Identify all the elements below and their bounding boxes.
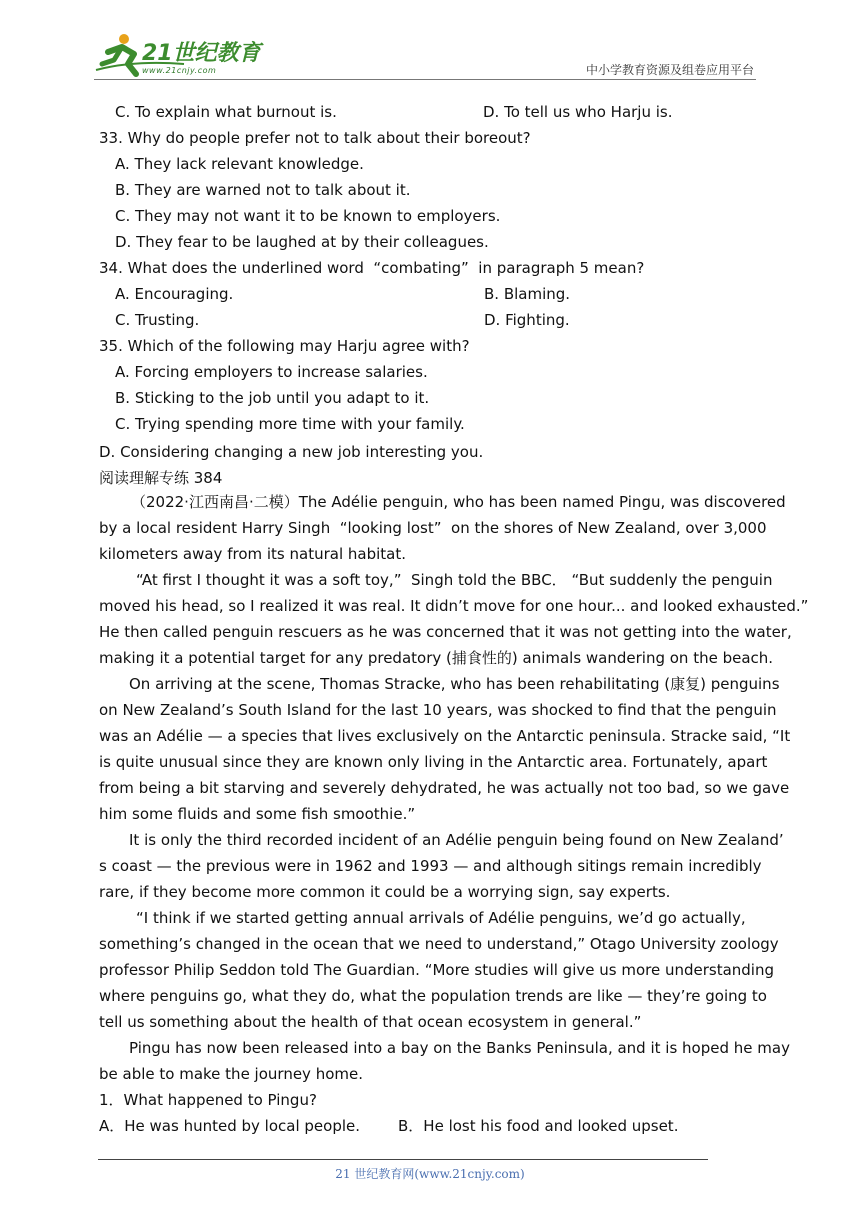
option-33a: A. They lack relevant knowledge. bbox=[115, 155, 364, 173]
question-35: 35. Which of the following may Harju agree with? bbox=[99, 337, 470, 355]
passage-line: something’s changed in the ocean that we need to understand,” Otago University zoology bbox=[99, 935, 779, 953]
option-32d: D. To tell us who Harju is. bbox=[483, 103, 673, 121]
option-35d: D. Considering changing a new job interesting you. bbox=[99, 443, 484, 461]
passage-line: （2022·江西南昌·二模）The Adélie penguin, who has been named Pingu, was discovered bbox=[131, 493, 786, 511]
section-title: 阅读理解专练 384 bbox=[99, 469, 223, 487]
passage-line: professor Philip Seddon told The Guardian. “More studies will give us more understanding bbox=[99, 961, 774, 979]
page-footer: 21 世纪教育网(www.21cnjy.com) bbox=[335, 1167, 525, 1181]
passage-line: It is only the third recorded incident of an Adélie penguin being found on New Zealand’ bbox=[129, 831, 784, 849]
passage-line: tell us something about the health of that ocean ecosystem in general.” bbox=[99, 1013, 642, 1031]
option-1b: B．He lost his food and looked upset. bbox=[398, 1117, 679, 1135]
passage-line: from being a bit starving and severely dehydrated, he was actually not too bad, so we gave bbox=[99, 779, 790, 797]
passage-line: making it a potential target for any predatory (捕食性的) animals wandering on the beach. bbox=[99, 649, 774, 667]
option-35b: B. Sticking to the job until you adapt to it. bbox=[115, 389, 430, 407]
passage-line: be able to make the journey home. bbox=[99, 1065, 363, 1083]
logo-url: www.21cnjy.com bbox=[142, 66, 217, 75]
passage-line: s coast — the previous were in 1962 and 1993 — and although sitings remain incredibly bbox=[99, 857, 762, 875]
passage-line: him some fluids and some fish smoothie.” bbox=[99, 805, 416, 823]
passage-line: On arriving at the scene, Thomas Stracke, who has been rehabilitating (康复) penguins bbox=[129, 675, 780, 693]
passage-line: where penguins go, what they do, what the population trends are like — they’re going to bbox=[99, 987, 767, 1005]
passage-line: is quite unusual since they are known only living in the Antarctic area. Fortunately, apart bbox=[99, 753, 768, 771]
option-32c: C. To explain what burnout is. bbox=[115, 103, 337, 121]
option-33b: B. They are warned not to talk about it. bbox=[115, 181, 411, 199]
option-34b: B. Blaming. bbox=[484, 285, 571, 303]
option-1a: A．He was hunted by local people. bbox=[99, 1117, 360, 1135]
option-33d: D. They fear to be laughed at by their colleagues. bbox=[115, 233, 489, 251]
option-35a: A. Forcing employers to increase salaries. bbox=[115, 363, 428, 381]
passage-line: moved his head, so I realized it was real. It didn’t move for one hour... and looked exhausted.” bbox=[99, 597, 809, 615]
option-35c: C. Trying spending more time with your family. bbox=[115, 415, 465, 433]
passage-line: rare, if they become more common it could be a worrying sign, say experts. bbox=[99, 883, 671, 901]
passage-line: was an Adélie — a species that lives exclusively on the Antarctic peninsula. Stracke said, “It bbox=[99, 727, 791, 745]
option-34d: D. Fighting. bbox=[484, 311, 570, 329]
question-34: 34. What does the underlined word “combating” in paragraph 5 mean? bbox=[99, 259, 645, 277]
option-34a: A. Encouraging. bbox=[115, 285, 234, 303]
header-divider bbox=[94, 79, 756, 80]
passage-line: by a local resident Harry Singh “looking lost” on the shores of New Zealand, over 3,000 bbox=[99, 519, 767, 537]
header-platform-name: 中小学教育资源及组卷应用平台 bbox=[585, 63, 754, 77]
passage-line: “At first I thought it was a soft toy,” Singh told the BBC． “But suddenly the penguin bbox=[136, 571, 773, 589]
passage-line: Pingu has now been released into a bay on the Banks Peninsula, and it is hoped he may bbox=[129, 1039, 790, 1057]
option-34c: C. Trusting. bbox=[115, 311, 200, 329]
passage-line: He then called penguin rescuers as he was concerned that it was not getting into the water, bbox=[99, 623, 792, 641]
question-1: 1．What happened to Pingu? bbox=[99, 1091, 317, 1109]
footer-divider bbox=[98, 1159, 708, 1160]
question-33: 33. Why do people prefer not to talk about their boreout? bbox=[99, 129, 531, 147]
page-header bbox=[94, 30, 756, 80]
option-33c: C. They may not want it to be known to employers. bbox=[115, 207, 501, 225]
passage-line: kilometers away from its natural habitat. bbox=[99, 545, 406, 563]
passage-line: on New Zealand’s South Island for the last 10 years, was shocked to find that the penguin bbox=[99, 701, 777, 719]
svg-text:21世纪教育: 21世纪教育 bbox=[142, 41, 261, 66]
passage-line: “I think if we started getting annual arrivals of Adélie penguins, we’d go actually, bbox=[136, 909, 746, 927]
